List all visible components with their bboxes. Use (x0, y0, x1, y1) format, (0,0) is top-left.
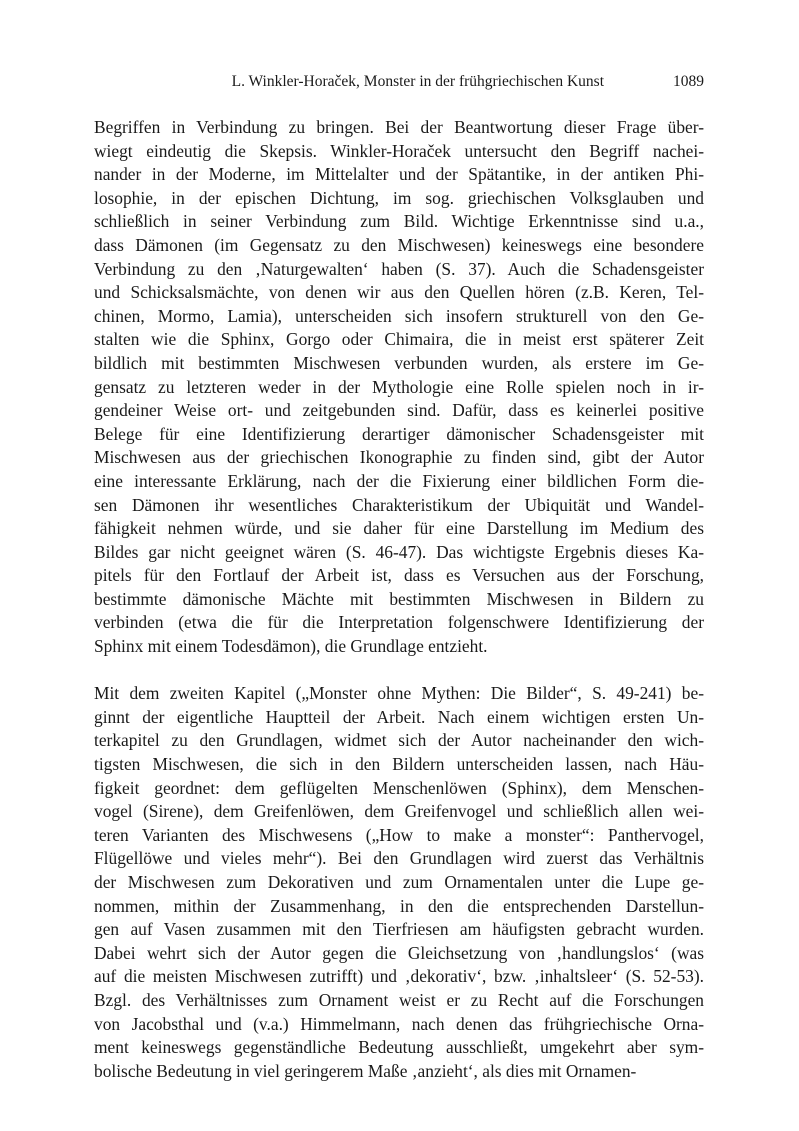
text-line: Bildes gar nicht geeignet wären (S. 46-47). Das wichtigste Ergebnis dieses Ka- (94, 541, 704, 562)
text-line: sen Dämonen ihr wesentliches Charakteristikum der Ubiquität und Wandel- (94, 494, 704, 515)
text-line: eine interessante Erklärung, nach der die Fixierung einer bildlichen Form die- (94, 470, 704, 491)
paragraph (94, 682, 704, 1083)
running-title: L. Winkler-Horaček, Monster in der frühgriechischen Kunst (231, 73, 604, 90)
text-line: und Schicksalsmächte, von denen wir aus den Quellen hören (z.B. Keren, Tel- (94, 282, 704, 303)
text-line: losophie, in der epischen Dichtung, im sog. griechischen Volksglauben und (94, 187, 704, 208)
text-line: Sphinx mit einem Todesdämon), die Grundlage entzieht. (94, 636, 488, 657)
text-line: auf die meisten Mischwesen zutrifft) und ‚dekorativ‘, bzw. ‚inhaltsleer‘ (S. 52-53). (94, 966, 704, 987)
text-line: wiegt eindeutig die Skepsis. Winkler-Horaček untersucht den Begriff nachei- (94, 140, 704, 161)
text-line: gensatz zu letzteren weder in der Mythologie eine Rolle spielen noch in ir- (94, 376, 704, 397)
text-line: nommen, mithin der Zusammenhang, in den die entsprechenden Darstellun- (94, 895, 704, 916)
text-line: terkapitel zu den Grundlagen, widmet sich der Autor nacheinander den wich- (94, 730, 704, 751)
text-line: Dabei wehrt sich der Autor gegen die Gleichsetzung von ‚handlungslos‘ (was (94, 942, 704, 963)
text-line: fähigkeit nehmen würde, und sie daher für eine Darstellung im Medium des (94, 518, 704, 539)
text-line: vogel (Sirene), dem Greifenlöwen, dem Greifenvogel und schließlich allen wei- (94, 801, 704, 822)
text-line: figkeit geordnet: dem geflügelten Menschenlöwen (Sphinx), dem Menschen- (94, 777, 704, 798)
text-line: teren Varianten des Mischwesens („How to make a monster“: Panthervogel, (94, 824, 704, 845)
text-line: tigsten Mischwesen, die sich in den Bildern unterscheiden lassen, nach Häu- (94, 754, 704, 775)
text-line: Flügellöwe und vieles mehr“). Bei den Grundlagen wird zuerst das Verhältnis (94, 848, 704, 869)
text-line: von Jacobsthal und (v.a.) Himmelmann, nach denen das frühgriechische Orna- (94, 1013, 704, 1034)
paragraph-gap (94, 659, 704, 683)
text-line: schließlich in seiner Verbindung zum Bild. Wichtige Erkenntnisse sind u.a., (94, 211, 704, 232)
text-line: chinen, Mormo, Lamia), unterscheiden sich insofern strukturell von den Ge- (94, 305, 704, 326)
text-line: stalten wie die Sphinx, Gorgo oder Chimaira, die in meist erst späterer Zeit (94, 329, 704, 350)
text-line: ginnt der eigentliche Hauptteil der Arbeit. Nach einem wichtigen ersten Un- (94, 706, 704, 727)
text-line: pitels für den Fortlauf der Arbeit ist, dass es Versuchen aus der Forschung, (94, 565, 704, 586)
text-line: der Mischwesen zum Dekorativen und zum Ornamentalen unter die Lupe ge- (94, 872, 704, 892)
text-line: verbinden (etwa die für die Interpretation folgenschwere Identifizierung der (94, 612, 704, 633)
body-text (94, 116, 704, 1083)
text-line: bestimmte dämonische Mächte mit bestimmten Mischwesen in Bildern zu (94, 588, 704, 609)
running-head (94, 71, 704, 93)
text-line: Begriffen in Verbindung zu bringen. Bei der Beantwortung dieser Frage über- (94, 117, 704, 137)
text-line: Mit dem zweiten Kapitel („Monster ohne Mythen: Die Bilder“, S. 49-241) be- (94, 683, 704, 704)
text-line: Mischwesen aus der griechischen Ikonographie zu finden sind, gibt der Autor (94, 447, 704, 468)
paragraph (94, 116, 704, 659)
text-line: bolische Bedeutung in viel geringerem Maße ‚anzieht‘, als dies mit Ornamen- (94, 1060, 637, 1081)
text-line: gen auf Vasen zusammen mit den Tierfriesen am häufigsten gebracht wurden. (94, 919, 704, 940)
text-line: Verbindung zu den ‚Naturgewalten‘ haben (S. 37). Auch die Schadensgeister (94, 258, 704, 279)
text-line: dass Dämonen (im Gegensatz zu den Mischwesen) keineswegs eine besondere (94, 234, 704, 255)
text-line: ment keineswegs gegenständliche Bedeutung ausschließt, umgekehrt aber sym- (94, 1037, 704, 1058)
text-line: gendeiner Weise ort- und zeitgebunden sind. Dafür, dass es keinerlei positive (94, 400, 704, 421)
text-line: Belege für eine Identifizierung derartiger dämonischer Schadensgeister mit (94, 423, 704, 444)
text-line: Bzgl. des Verhältnisses zum Ornament weist er zu Recht auf die Forschungen (94, 989, 704, 1010)
text-line: bildlich mit bestimmten Mischwesen verbunden wurden, als erstere im Ge- (94, 352, 704, 373)
page-number: 1089 (673, 73, 704, 90)
text-line: nander in der Moderne, im Mittelalter und der Spätantike, in der antiken Phi- (94, 164, 704, 185)
